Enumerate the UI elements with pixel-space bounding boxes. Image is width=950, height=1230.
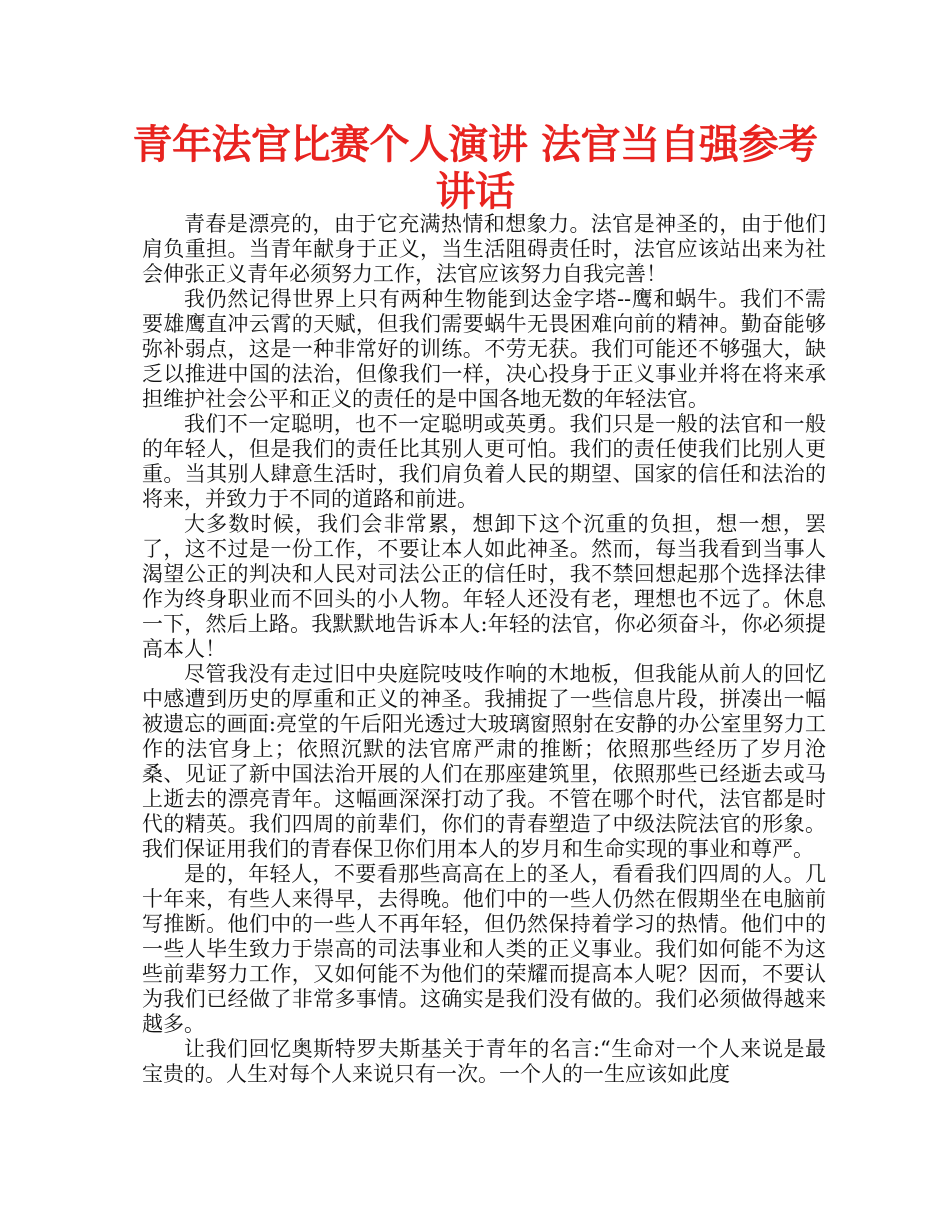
paragraph: 让我们回忆奥斯特罗夫斯基关于青年的名言:“生命对一个人来说是最宝贵的。人生对每个人来说只有一次。一个人的一生应该如此度 <box>142 1037 826 1086</box>
paragraph: 尽管我没有走过旧中央庭院吱吱作响的木地板，但我能从前人的回忆中感遭到历史的厚重和正义的神圣。我捕捉了一些信息片段，拼凑出一幅被遗忘的画面:亮堂的午后阳光透过大玻璃窗照射在安静的办公室里努力工作的法官身上；依照沉默的法官席严肃的推断；依照那些经历了岁月沧桑、见证了新中国法治开展的人们在那座建筑里，依照那些已经逝去或马上逝去的漂亮青年。这幅画深深打动了我。不管在哪个时代，法官都是时代的精英。我们四周的前辈们，你们的青春塑造了中级法院法官的形象。我们保证用我们的青春保卫你们用本人的岁月和生命实现的事业和尊严。 <box>142 662 826 861</box>
paragraph: 是的，年轻人，不要看那些高高在上的圣人，看看我们四周的人。几十年来，有些人来得早，去得晚。他们中的一些人仍然在假期坐在电脑前写推断。他们中的一些人不再年轻，但仍然保持着学习的热情。他们中的一些人毕生致力于崇高的司法事业和人类的正义事业。我们如何能不为这些前辈努力工作，又如何能不为他们的荣耀而提高本人呢？因而，不要认为我们已经做了非常多事情。这确实是我们没有做的。我们必须做得越来越多。 <box>142 862 826 1036</box>
paragraph: 我仍然记得世界上只有两种生物能到达金字塔--鹰和蜗牛。我们不需要雄鹰直冲云霄的天赋，但我们需要蜗牛无畏困难向前的精神。勤奋能够弥补弱点，这是一种非常好的训练。不劳无获。我们可能还不够强大，缺乏以推进中国的法治，但像我们一样，决心投身于正义事业并将在将来承担维护社会公平和正义的责任的是中国各地无数的年轻法官。 <box>142 287 826 411</box>
document-title: 青年法官比赛个人演讲 法官当自强参考讲话 <box>132 122 818 215</box>
document-body <box>142 212 826 1087</box>
paragraph: 我们不一定聪明，也不一定聪明或英勇。我们只是一般的法官和一般的年轻人，但是我们的责任比其别人更可怕。我们的责任使我们比别人更重。当其别人肆意生活时，我们肩负着人民的期望、国家的信任和法治的将来，并致力于不同的道路和前进。 <box>142 412 826 511</box>
paragraph: 大多数时候，我们会非常累，想卸下这个沉重的负担，想一想，罢了，这不过是一份工作，不要让本人如此神圣。然而，每当我看到当事人渴望公正的判决和人民对司法公正的信任时，我不禁回想起那个选择法律作为终身职业而不回头的小人物。年轻人还没有老，理想也不远了。休息一下，然后上路。我默默地告诉本人:年轻的法官，你必须奋斗，你必须提高本人！ <box>142 512 826 661</box>
paragraph: 青春是漂亮的，由于它充满热情和想象力。法官是神圣的，由于他们肩负重担。当青年献身于正义，当生活阻碍责任时，法官应该站出来为社会伸张正义青年必须努力工作，法官应该努力自我完善！ <box>142 212 826 286</box>
